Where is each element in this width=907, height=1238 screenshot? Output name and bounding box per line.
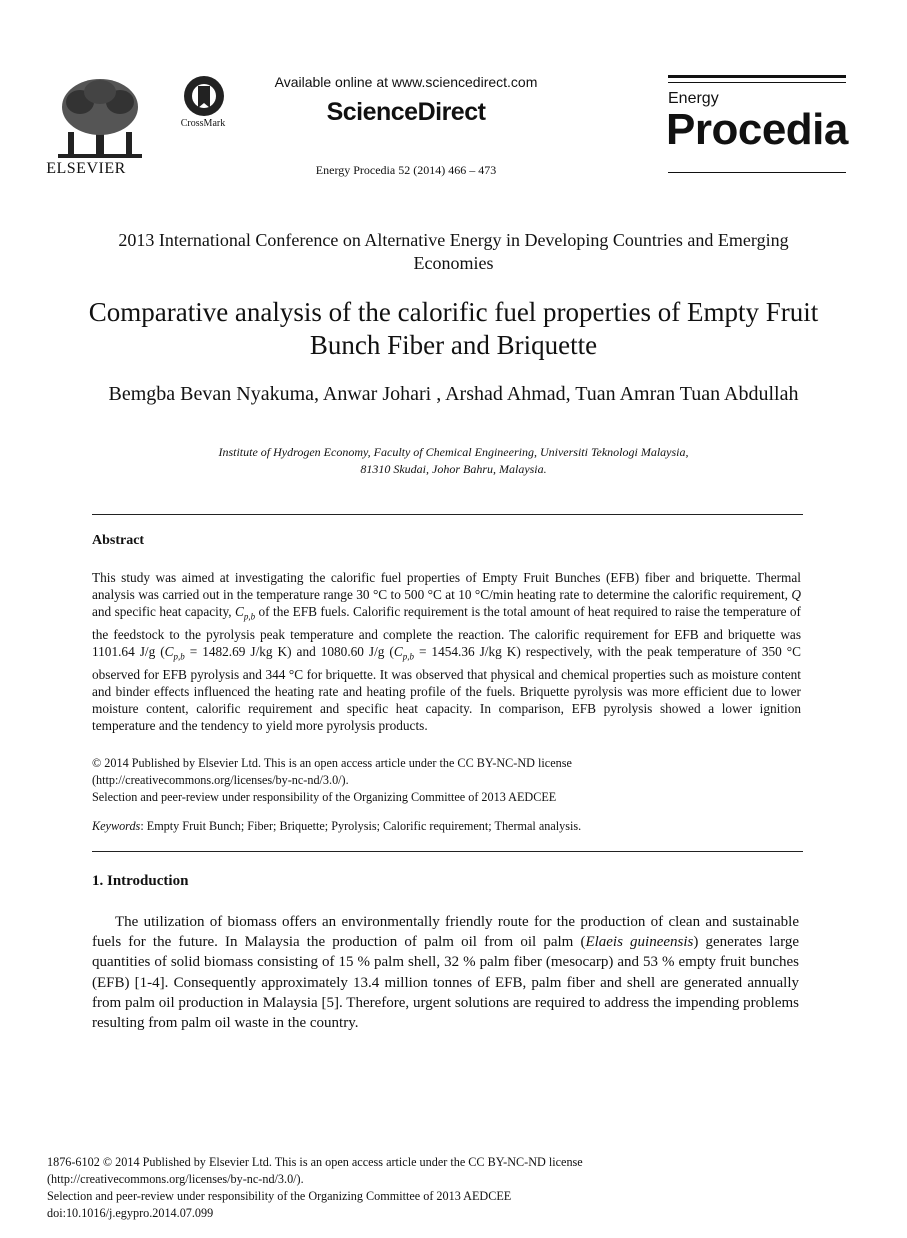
introduction-paragraph	[92, 912, 799, 1033]
symbol-cp-letter: C	[164, 644, 174, 660]
license-link[interactable]: (http://creativecommons.org/licenses/by-nc-nd/3.0/).	[92, 773, 349, 787]
symbol-cp-subscript: p,b	[402, 651, 414, 662]
section-heading-introduction: 1. Introduction	[92, 873, 189, 889]
affiliation-line: Institute of Hydrogen Economy, Faculty of Chemical Engineering, Universiti Teknologi Malaysia,	[218, 445, 689, 459]
publisher-name: ELSEVIER	[46, 160, 126, 177]
abstract-text: = 1482.69 J/kg K) and 1080.60 J/g (	[184, 644, 394, 660]
footer-license-link[interactable]: (http://creativecommons.org/licenses/by-nc-nd/3.0/).	[47, 1172, 304, 1186]
section-divider	[92, 851, 803, 852]
journal-logo-rule	[668, 172, 846, 173]
available-online-text[interactable]: Available online at www.sciencedirect.com	[274, 74, 538, 90]
crossmark-label: CrossMark	[180, 118, 226, 129]
symbol-cp	[393, 644, 414, 662]
copyright-line: © 2014 Published by Elsevier Ltd. This is an open access article under the CC BY-NC-ND license	[92, 756, 572, 770]
sciencedirect-logo-text: ScienceDirect	[326, 98, 486, 126]
abstract-text: This study was aimed at investigating the calorific fuel properties of Empty Fruit Bunches (EFB) fiber and briquette. Thermal analysis was carried out in the temperature range 30 °C to 500 °C at 10 °C/min heating rate to determine the calorific requirement,	[92, 570, 801, 603]
abstract-text: of the EFB fuels. Calorific requirement is the total amount of heat required to raise the temperature of the feedstock to the pyrolysis peak temperature and complete the reaction. The calorific requirement for EFB and briquette was 1101.64 J/g (	[92, 604, 801, 660]
copyright-notice	[92, 755, 801, 806]
journal-logo-rule	[668, 75, 846, 78]
peer-review-line: Selection and peer-review under responsibility of the Organizing Committee of 2013 AEDCEE	[92, 790, 557, 804]
symbol-cp	[164, 644, 185, 662]
journal-logo-rule	[668, 82, 846, 83]
symbol-cp-letter: C	[393, 644, 403, 660]
abstract-body	[92, 569, 801, 734]
page-footer	[47, 1154, 827, 1222]
symbol-q: Q	[791, 587, 801, 603]
symbol-cp-subscript: p,b	[173, 651, 185, 662]
abstract-heading: Abstract	[92, 533, 145, 548]
footer-issn-line: 1876-6102 © 2014 Published by Elsevier Ltd. This is an open access article under the CC BY-NC-ND license	[47, 1155, 583, 1169]
section-divider	[92, 514, 803, 515]
species-name: Elaeis guineensis	[585, 934, 694, 951]
journal-logo-energy: Energy	[668, 90, 719, 107]
symbol-cp	[235, 604, 256, 622]
journal-logo-procedia: Procedia	[666, 105, 848, 154]
abstract-text: = 1454.36 J/kg K) respectively, with the peak temperature of 350 °C observed for EFB pyrolysis and 344 °C for briquette. It was observed that physical and chemical properties such as moisture content and binder effects influenced the heating rate and heating profile of the fuels. Briquette pyrolysis was more efficient due to lower moisture content, calorific requirement and specific heat capacity. In comparison, EFB pyrolysis showed a lower ignition temperature and the tendency to yield more pyrolysis products.	[92, 644, 801, 734]
keywords-text: : Empty Fruit Bunch; Fiber; Briquette; Pyrolysis; Calorific requirement; Thermal analysis.	[140, 819, 582, 833]
symbol-cp-letter: C	[235, 604, 244, 620]
footer-peer-review: Selection and peer-review under responsibility of the Organizing Committee of 2013 AEDCEE	[47, 1189, 512, 1203]
journal-citation: Energy Procedia 52 (2014) 466 – 473	[315, 163, 497, 177]
intro-text: ) generates large quantities of solid biomass consisting of 15 % palm shell, 32 % palm fiber (mesocarp) and 53 % empty fruit bunches (EFB) [1-4]. Consequently approximately 13.4 million tonnes of EFB, palm fiber and shell are generated annually from palm oil production in Malaysia [5]. Therefore, urgent solutions are required to address the impending problems resulting from palm oil waste in the country.	[92, 934, 799, 1032]
affiliation-line: 81310 Skudai, Johor Bahru, Malaysia.	[360, 462, 547, 476]
conference-name: 2013 International Conference on Alternative Energy in Developing Countries and Emerging Economies	[118, 230, 789, 273]
keywords-label: Keywords	[92, 819, 141, 833]
elsevier-tree-logo	[50, 72, 150, 172]
symbol-cp-subscript: p,b	[243, 611, 256, 622]
footer-doi[interactable]: doi:10.1016/j.egypro.2014.07.099	[47, 1206, 214, 1220]
author-list: Bemgba Bevan Nyakuma, Anwar Johari , Arshad Ahmad, Tuan Amran Tuan Abdullah	[108, 383, 799, 405]
intro-text: The utilization of biomass offers an environmentally friendly route for the production of clean and sustainable fuels for the future. In Malaysia the production of palm oil from oil palm (	[92, 914, 799, 951]
abstract-text: and specific heat capacity,	[92, 604, 236, 620]
affiliation	[80, 444, 827, 478]
paper-title: Comparative analysis of the calorific fuel properties of Empty Fruit Bunch Fiber and Briquette	[88, 297, 819, 360]
keywords	[92, 818, 801, 835]
